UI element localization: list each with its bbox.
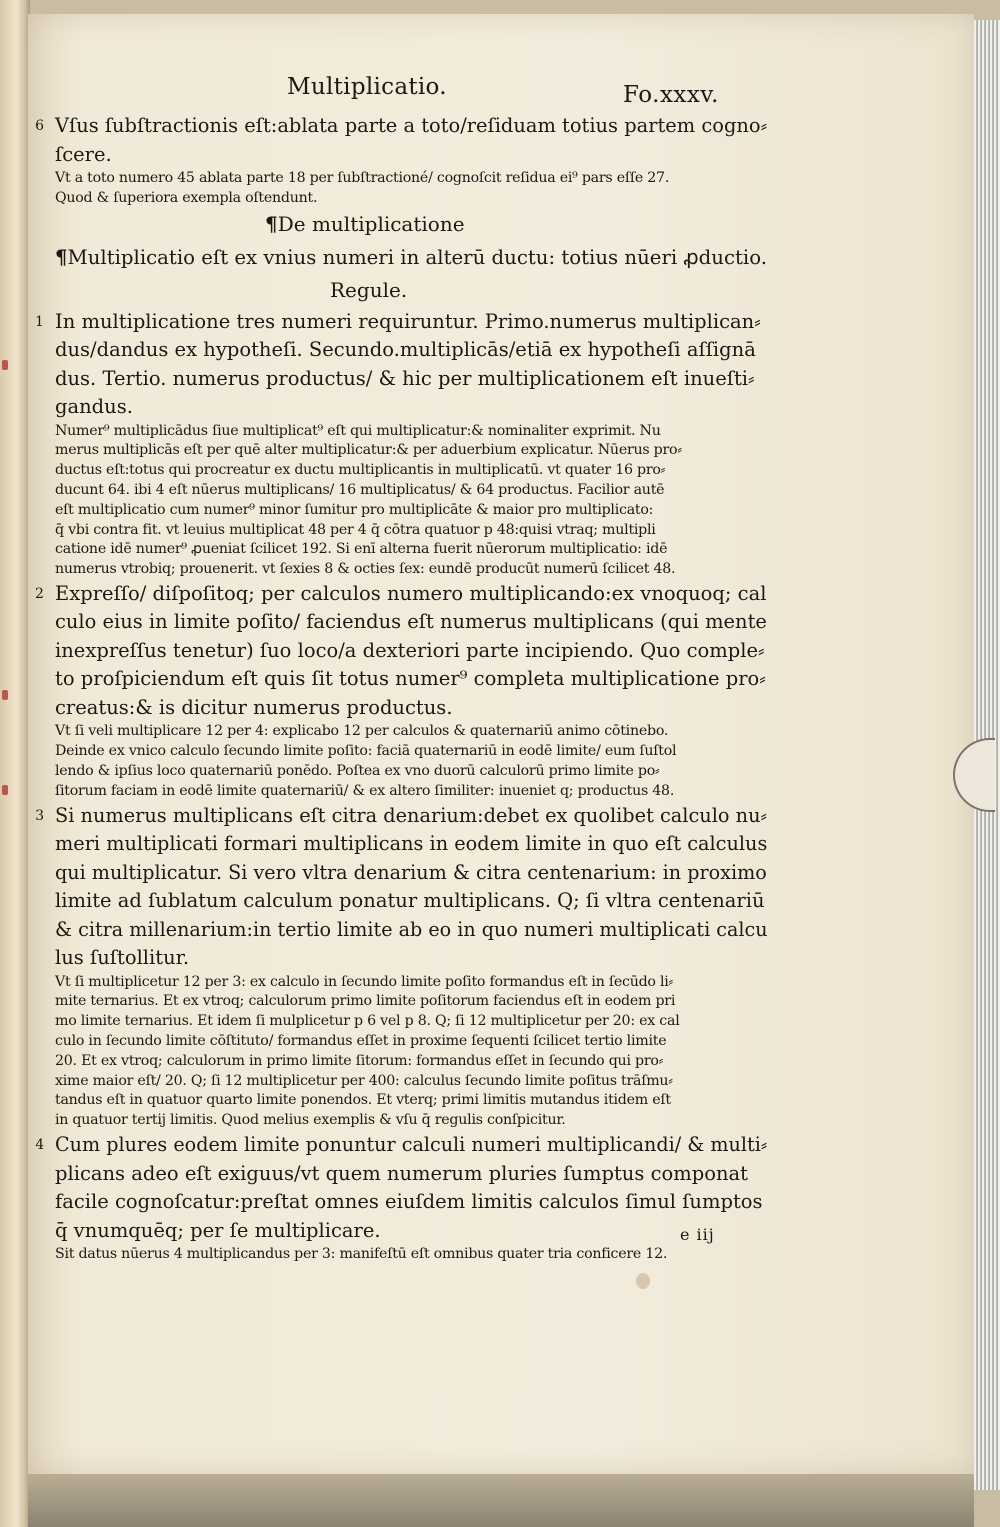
rule-line: limite ad ſublatum calculum ponatur multiplicans. Q; ſi vltra centenariū — [55, 889, 765, 913]
rule-line: 4 Cum plures eodem limite ponuntur calculi numeri multiplicandi/ & multi⸗ — [55, 1131, 757, 1160]
gloss-line: merus multiplicās eſt per quē alter multiplicatur:& per aduerbium explicatur. Nūerus pro⸗ — [55, 442, 682, 459]
rubric-mark — [2, 360, 8, 370]
rule-line: q̄ vnumquēq; per ſe multiplicare. — [55, 1218, 381, 1242]
margin-number: 6 — [35, 118, 44, 134]
rule-line: dus/dandus ex hypotheſi. Secundo.multiplicās/etiā ex hypotheſi aſſignā — [55, 338, 756, 362]
gloss-line: Vt ſi multiplicetur 12 per 3: ex calculo in ſecundo limite poſito formandus eſt in ſecūdo li⸗ — [55, 973, 674, 990]
section-heading: ¶De multiplicatione — [265, 211, 465, 236]
gloss-line: Sit datus nūerus 4 multiplicandus per 3: manifeſtū eſt omnibus quater tria conficere 12. — [55, 1246, 668, 1263]
pilcrow-icon: ¶ — [265, 211, 278, 236]
gloss-line: Vt ſi veli multiplicare 12 per 4: explicabo 12 per calculos & quaternariū animo cōtinebo. — [55, 723, 669, 740]
rule-line: qui multiplicatur. Si vero vltra denarium & citra centenarium: in proximo — [55, 860, 767, 884]
intro-line — [55, 141, 770, 170]
rule-line: plicans adeo eſt exiguus/vt quem numerum pluries ſumptus componat — [55, 1161, 748, 1185]
regule-heading: Regule. — [330, 277, 408, 302]
rule-line: lus ſuſtollitur. — [55, 946, 190, 970]
line-text: ſcere. — [55, 142, 112, 166]
gloss-line: ducunt 64. ibi 4 eſt nūerus multiplicans/ 16 multiplicatus/ & 64 productus. Facilior autē — [55, 481, 665, 498]
gloss-line: q̄ vbi contra fit. vt leuius multiplicat 48 per 4 q̄ cōtra quatuor p 48:quisi vtraq; multipli — [55, 521, 656, 538]
rule-line: & citra millenarium:in tertio limite ab eo in quo numeri multiplicati calcu — [55, 917, 768, 941]
page-shadow — [28, 1474, 974, 1527]
rule-line: culo eius in limite poſito/ faciendus eſt numerus multiplicans (qui mente — [55, 610, 767, 634]
gloss-line: ductus eſt:totus qui procreatur ex ductu multiplicantis in multiplicatū. vt quater 16 pro⸗ — [55, 462, 666, 479]
rule-line: facile cognoſcatur:preſtat omnes eiuſdem limitis calculos ſimul ſumptos — [55, 1190, 763, 1214]
rubric-mark — [2, 785, 8, 795]
pilcrow-icon: ¶ — [55, 244, 68, 269]
rule-line: creatus:& is dicitur numerus productus. — [55, 695, 453, 719]
previous-page-edge — [0, 0, 30, 1527]
margin-number: 2 — [35, 585, 44, 602]
rubric-mark — [2, 690, 8, 700]
gloss-line: Quod & ſuperiora exempla oſtendunt. — [55, 189, 318, 206]
ink-stain — [636, 1273, 650, 1289]
rule-line: meri multiplicati formari multiplicans in eodem limite in quo eſt calculus — [55, 832, 768, 856]
rule-line: 3 Si numerus multiplicans eſt citra denarium:debet ex quolibet calculo nu⸗ — [55, 802, 763, 831]
gloss-line: tandus eſt in quatuor quarto limite ponendos. Et vterq; primi limitis mutandus itidem eſt — [55, 1092, 671, 1109]
text-block — [35, 72, 770, 1265]
gloss-line: catione idē numer⁹ ꝓueniat ſcilicet 192. Si enī alterna fuerit nūerorum multiplicatio: idē — [55, 541, 668, 558]
intro-line — [35, 112, 768, 141]
gloss-line: Numer⁹ multiplicādus ſiue multiplicat⁹ eſt qui multiplicatur:& nominaliter exprimit. Nu — [55, 422, 661, 439]
signature-mark: e iij — [680, 1225, 715, 1244]
gloss-line: culo in ſecundo limite cōſtituto/ formandus eſſet in proxime ſequenti ſcilicet tertio limite — [55, 1033, 667, 1050]
line-text: Vſus ſubſtractionis eſt:ablata parte a toto/reſiduam totius partem cogno⸗ — [55, 114, 768, 137]
margin-number: 3 — [35, 807, 45, 824]
gloss-line: Vt a toto numero 45 ablata parte 18 per ſubſtractioné/ cognoſcit reſidua ei⁹ pars eſſe 27. — [55, 170, 670, 186]
gloss-line: 20. Et ex vtroq; calculorum in primo limite ſitorum: formandus eſſet in ſecundo qui pro⸗ — [55, 1052, 664, 1069]
margin-number: 4 — [35, 1137, 45, 1154]
gloss-line: Deinde ex vnico calculo ſecundo limite poſito: faciā quaternariū in eodē limite/ eum ſuſtol — [55, 743, 677, 760]
definition: ¶Multiplicatio eſt ex vnius numeri in alterū ductu: totius nūeri ꝓductio. — [55, 244, 768, 269]
margin-number: 1 — [35, 313, 44, 330]
gloss-line: xime maior eſt/ 20. Q; ſi 12 multiplicetur per 400: calculus ſecundo limite poſitus trāſmu⸗ — [55, 1072, 673, 1089]
rule-line: to proſpiciendum eſt quis ſit totus numer⁹ completa multiplicatione pro⸗ — [55, 667, 766, 691]
running-title: Multiplicatio. — [287, 74, 447, 100]
running-head — [55, 72, 770, 112]
gloss-line: mo limite ternarius. Et idem ſi mulplicetur p 6 vel p 8. Q; ſi 12 multiplicetur per 20: ex cal — [55, 1013, 680, 1030]
folio-number: Fo.xxxv. — [623, 82, 719, 108]
gloss-line: in quatuor tertij limitis. Quod melius exemplis & vſu q̄ regulis conſpicitur. — [55, 1112, 566, 1129]
gloss-line: eſt multiplicatio cum numer⁹ minor ſumitur pro multiplicāte & maior pro multiplicato: — [55, 501, 654, 518]
gloss-line: numerus vtrobiq; prouenerit. vt ſexies 8 & octies ſex: eundē producūt numerū ſcilicet 48. — [55, 561, 676, 578]
gloss-line: ſitorum faciam in eodē limite quaternariū/ & ex altero ſimiliter: inueniet q; productus 48. — [55, 782, 675, 799]
rule-line: 2 Expreſſo/ diſpoſitoq; per calculos numero multiplicando:ex vnoquoq; cal — [55, 580, 770, 609]
rule-line: dus. Tertio. numerus productus/ & hic per multiplicationem eſt inueſti⸗ — [55, 366, 755, 390]
rule-line: inexpreſſus tenetur) ſuo loco/a dexteriori parte incipiendo. Quo comple⸗ — [55, 638, 765, 662]
rule-line: gandus. — [55, 395, 133, 419]
rule-line: 1 In multiplicatione tres numeri requiruntur. Primo.numerus multiplican⸗ — [55, 308, 770, 337]
gloss-line: lendo & ipſius loco quaternariū ponēdo. Poſtea ex vno duorū calculorū primo limite po⸗ — [55, 763, 660, 780]
gloss-line: mite ternarius. Et ex vtroq; calculorum primo limite poſitorum faciendus eſt in eodem pri — [55, 993, 676, 1010]
